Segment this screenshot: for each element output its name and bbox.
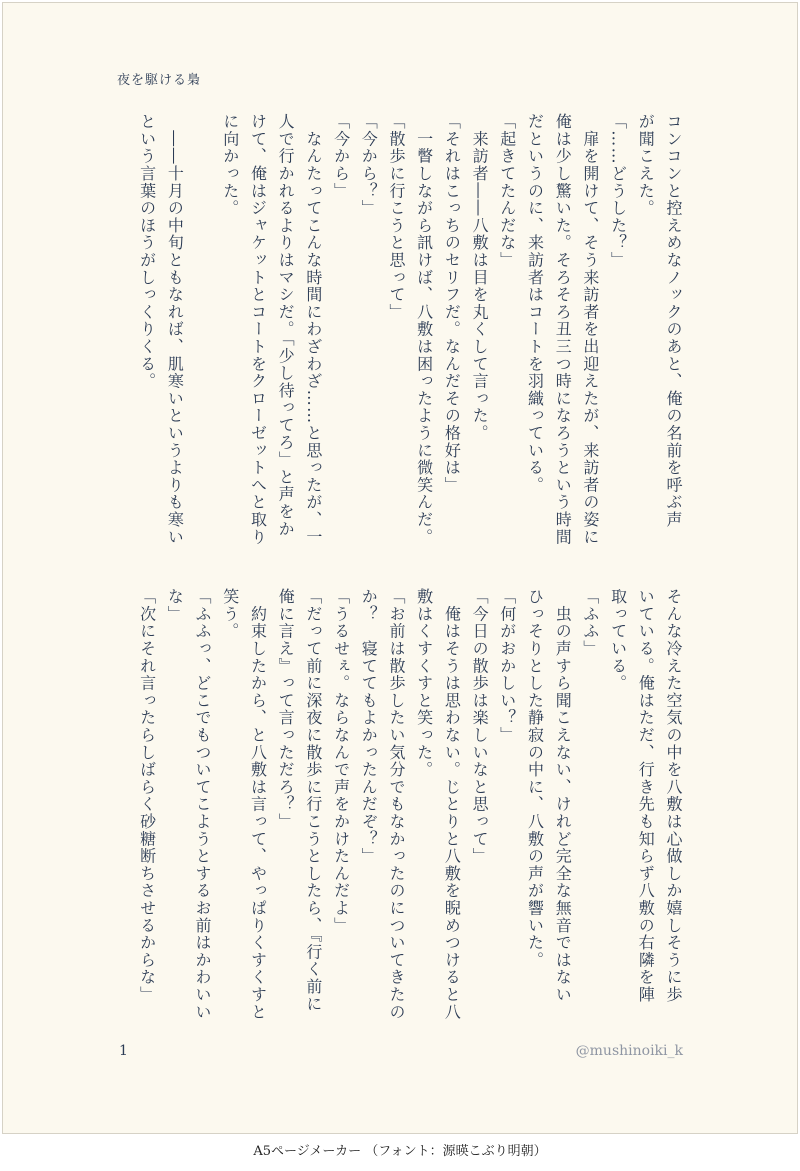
text-column: 「次にそれ言ったらしばらく砂糖断ちさせるからな」 bbox=[137, 588, 157, 1004]
text-column: 「だって前に深夜に散歩に行こうとしたら、『行く前に bbox=[303, 588, 323, 1013]
text-column: だというのに、来訪者はコートを羽織っている。 bbox=[525, 113, 545, 494]
lower-text-block bbox=[133, 588, 687, 1021]
author-handle: @mushinoiki_k bbox=[575, 1043, 683, 1059]
text-column: 「うるせぇ。ならなんで声をかけたんだよ」 bbox=[331, 588, 351, 934]
text-column: そんな冷えた空気の中を八敷は心做しか嬉しそうに歩 bbox=[664, 588, 683, 1004]
text-column: 来訪者――八敷は目を丸くして言った。 bbox=[470, 113, 490, 442]
book-page bbox=[2, 2, 798, 1134]
text-column: 「起きてたんだな」 bbox=[497, 113, 517, 269]
text-column: が聞こえた。 bbox=[636, 113, 656, 217]
text-column: コンコンと控えめなノックのあと、俺の名前を呼ぶ声 bbox=[664, 113, 683, 529]
text-column: 「今日の散歩は楽しいなと思って」 bbox=[470, 588, 490, 865]
text-column: ひっそりとした静寂の中に、八敷の声が響いた。 bbox=[525, 588, 545, 969]
text-column: 扉を開けて、そう来訪者を出迎えたが、来訪者の姿に bbox=[580, 113, 600, 546]
text-column: 俺は少し驚いた。そろそろ丑三つ時になろうという時間 bbox=[553, 113, 573, 546]
book-title: 夜を駆ける梟 bbox=[117, 73, 202, 88]
text-column: 俺に言え』って言っただろ？」 bbox=[276, 588, 296, 831]
text-column: という言葉のほうがしっくりくる。 bbox=[137, 113, 157, 390]
text-column: ――十月の中旬ともなれば、肌寒いというよりも寒い bbox=[165, 113, 185, 546]
text-column: けて、俺はジャケットとコートをクローゼットへと取り bbox=[248, 113, 268, 546]
text-column: 「今から」 bbox=[331, 113, 351, 200]
text-column: いている。俺はただ、行き先も知らず八敷の右隣を陣 bbox=[636, 588, 656, 1004]
text-column: 「何がおかしい？」 bbox=[497, 588, 517, 744]
footer-credit: A5ページメーカー （フォント：源暎こぶり明朝） bbox=[253, 1144, 547, 1159]
text-column: 「……どうした？」 bbox=[608, 113, 628, 269]
upper-text-block bbox=[133, 113, 687, 546]
text-column: 敷はくすくすと笑った。 bbox=[414, 588, 434, 779]
text-column: 俺はそうは思わない。じとりと八敷を睨めつけると八 bbox=[442, 588, 462, 1021]
text-column: なんたってこんな時間にわざわざ……と思ったが、一 bbox=[303, 113, 323, 546]
text-column: 笑う。 bbox=[220, 588, 240, 640]
text-column: 「お前は散歩したい気分でもなかったのについてきたの bbox=[386, 588, 406, 1021]
text-column: 人で行かれるよりはマシだ。「少し待ってろ」と声をか bbox=[276, 113, 296, 538]
text-column: 「今から？」 bbox=[359, 113, 379, 217]
text-column: か？ 寝ててもよかったんだぞ？」 bbox=[359, 588, 379, 865]
text-column bbox=[188, 113, 216, 533]
text-column: 約束したから、と八敷は言って、やっぱりくすくすと bbox=[248, 588, 268, 1021]
text-column: に向かった。 bbox=[220, 113, 240, 217]
text-column: 「ふふ」 bbox=[580, 588, 600, 658]
text-column: 「それはこっちのセリフだ。なんだその格好は」 bbox=[442, 113, 462, 494]
text-column: 「ふふっ、どこでもついてこようとするお前はかわいい bbox=[193, 588, 213, 1021]
text-column: 虫の声すら聞こえない、けれど完全な無音ではない bbox=[553, 588, 573, 1004]
text-column: 一瞥しながら訊けば、八敷は困ったように微笑んだ。 bbox=[414, 113, 434, 546]
text-column: な」 bbox=[165, 588, 185, 623]
text-column: 取っている。 bbox=[608, 588, 628, 692]
text-column: 「散歩に行こうと思って」 bbox=[386, 113, 406, 321]
page-number: 1 bbox=[119, 1043, 128, 1059]
